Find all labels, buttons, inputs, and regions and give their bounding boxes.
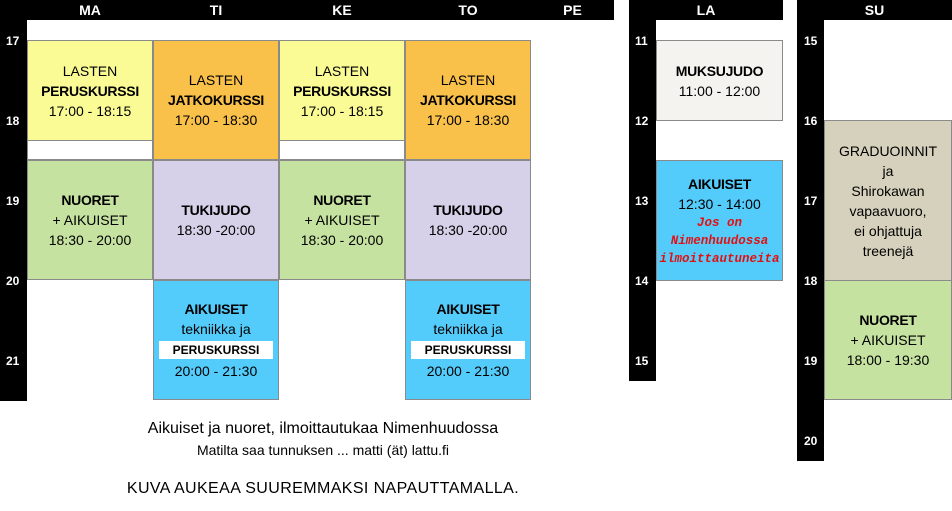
class-title: TUKIJUDO — [433, 202, 503, 218]
day-header-ti: TI — [209, 2, 223, 18]
class-title: LASTEN — [62, 62, 118, 79]
class-block-to-tukijudo[interactable] — [405, 160, 531, 280]
class-time: 20:00 - 21:30 — [174, 363, 258, 379]
hour-label: 18 — [804, 274, 818, 288]
hour-label: 20 — [6, 274, 20, 288]
class-block-to-lasten-jatkokurssi[interactable] — [405, 40, 531, 160]
su-hour-bar — [797, 20, 824, 461]
class-time: 18:30 - 20:00 — [48, 232, 132, 248]
class-line: ja — [882, 162, 894, 179]
class-note: Nimenhuudossa — [670, 233, 769, 248]
class-subtitle: JATKOKURSSI — [419, 92, 516, 108]
class-subtitle: + AIKUISET — [304, 212, 380, 228]
class-line: ei ohjattuja — [854, 222, 922, 239]
hour-label: 15 — [635, 354, 649, 368]
class-block-ma-nuoret[interactable] — [27, 160, 153, 280]
peruskurssi-label: PERUSKURSSI — [411, 341, 525, 359]
weekday-hour-bar — [0, 20, 27, 401]
hour-label: 13 — [635, 194, 649, 208]
class-subtitle: PERUSKURSSI — [293, 82, 391, 99]
class-title: AIKUISET — [436, 301, 500, 317]
class-block-to-aikuiset[interactable] — [405, 280, 531, 400]
class-title: LASTEN — [314, 62, 370, 79]
class-time: 11:00 - 12:00 — [678, 82, 761, 99]
class-subtitle: + AIKUISET — [850, 332, 926, 348]
hour-label: 11 — [635, 34, 648, 48]
class-block-la-muksujudo[interactable] — [656, 40, 783, 121]
class-title: NUORET — [313, 192, 371, 208]
class-subtitle: JATKOKURSSI — [167, 92, 264, 108]
class-block-ke-nuoret[interactable] — [279, 160, 405, 280]
footer-line-2: Matilta saa tunnuksen ... matti (ät) lattu.fi — [196, 442, 450, 458]
class-title: MUKSUJUDO — [675, 62, 764, 79]
hour-label: 20 — [804, 434, 818, 448]
class-time: 12:30 - 14:00 — [678, 195, 761, 212]
class-time: 20:00 - 21:30 — [426, 363, 510, 379]
peruskurssi-label: PERUSKURSSI — [159, 341, 273, 359]
footer-line-1: Aikuiset ja nuoret, ilmoittautukaa Nimenhuudossa — [147, 420, 499, 437]
class-block-la-aikuiset[interactable] — [656, 160, 783, 281]
hour-label: 15 — [804, 34, 818, 48]
class-block-ti-tukijudo[interactable] — [153, 160, 279, 280]
day-header-ma: MA — [79, 2, 101, 18]
class-title: NUORET — [859, 312, 917, 328]
hour-label: 16 — [804, 114, 818, 128]
hour-label: 18 — [6, 114, 20, 128]
class-title: TUKIJUDO — [181, 202, 251, 218]
class-time: 17:00 - 18:15 — [48, 102, 132, 119]
day-header-pe: PE — [563, 2, 582, 18]
class-subtitle: tekniikka ja — [433, 321, 503, 337]
class-subtitle: tekniikka ja — [181, 321, 251, 337]
class-time: 18:00 - 19:30 — [846, 352, 930, 368]
class-title: AIKUISET — [688, 175, 751, 192]
class-title: GRADUOINNIT — [839, 142, 937, 159]
class-block-su-graduoinnit[interactable] — [824, 120, 952, 281]
class-title: NUORET — [61, 192, 119, 208]
class-line: treenejä — [862, 242, 914, 259]
class-title: LASTEN — [440, 72, 496, 88]
class-time: 18:30 -20:00 — [176, 222, 256, 238]
hour-label: 12 — [635, 114, 649, 128]
hour-label: 14 — [635, 274, 649, 288]
hour-label: 21 — [6, 354, 20, 368]
day-header-to: TO — [458, 2, 478, 18]
hour-label: 17 — [6, 34, 20, 48]
class-subtitle: PERUSKURSSI — [41, 82, 139, 99]
hour-label: 19 — [6, 194, 20, 208]
class-time: 17:00 - 18:15 — [300, 102, 384, 119]
class-subtitle: + AIKUISET — [52, 212, 128, 228]
day-header-su: SU — [797, 0, 952, 20]
class-block-ke-lasten-peruskurssi[interactable] — [279, 40, 405, 141]
class-time: 17:00 - 18:30 — [426, 112, 510, 128]
class-time: 17:00 - 18:30 — [174, 112, 258, 128]
hour-label: 17 — [804, 194, 818, 208]
class-note: Jos on — [696, 215, 742, 230]
class-title: AIKUISET — [184, 301, 248, 317]
footer-line-3[interactable]: KUVA AUKEAA SUUREMMAKSI NAPAUTTAMALLA. — [126, 480, 520, 497]
class-block-ma-lasten-peruskurssi[interactable] — [27, 40, 153, 141]
class-block-su-nuoret[interactable] — [824, 280, 952, 400]
day-header-ke: KE — [332, 2, 352, 18]
class-block-ti-aikuiset[interactable] — [153, 280, 279, 400]
class-line: Shirokawan — [851, 182, 925, 199]
hour-label: 19 — [804, 354, 818, 368]
day-header-la: LA — [629, 0, 783, 20]
class-time: 18:30 - 20:00 — [300, 232, 384, 248]
class-line: vapaavuoro, — [849, 202, 927, 219]
class-title: LASTEN — [188, 72, 244, 88]
class-block-ti-lasten-jatkokurssi[interactable] — [153, 40, 279, 160]
class-time: 18:30 -20:00 — [428, 222, 508, 238]
class-note: ilmoittautuneita — [659, 251, 780, 266]
